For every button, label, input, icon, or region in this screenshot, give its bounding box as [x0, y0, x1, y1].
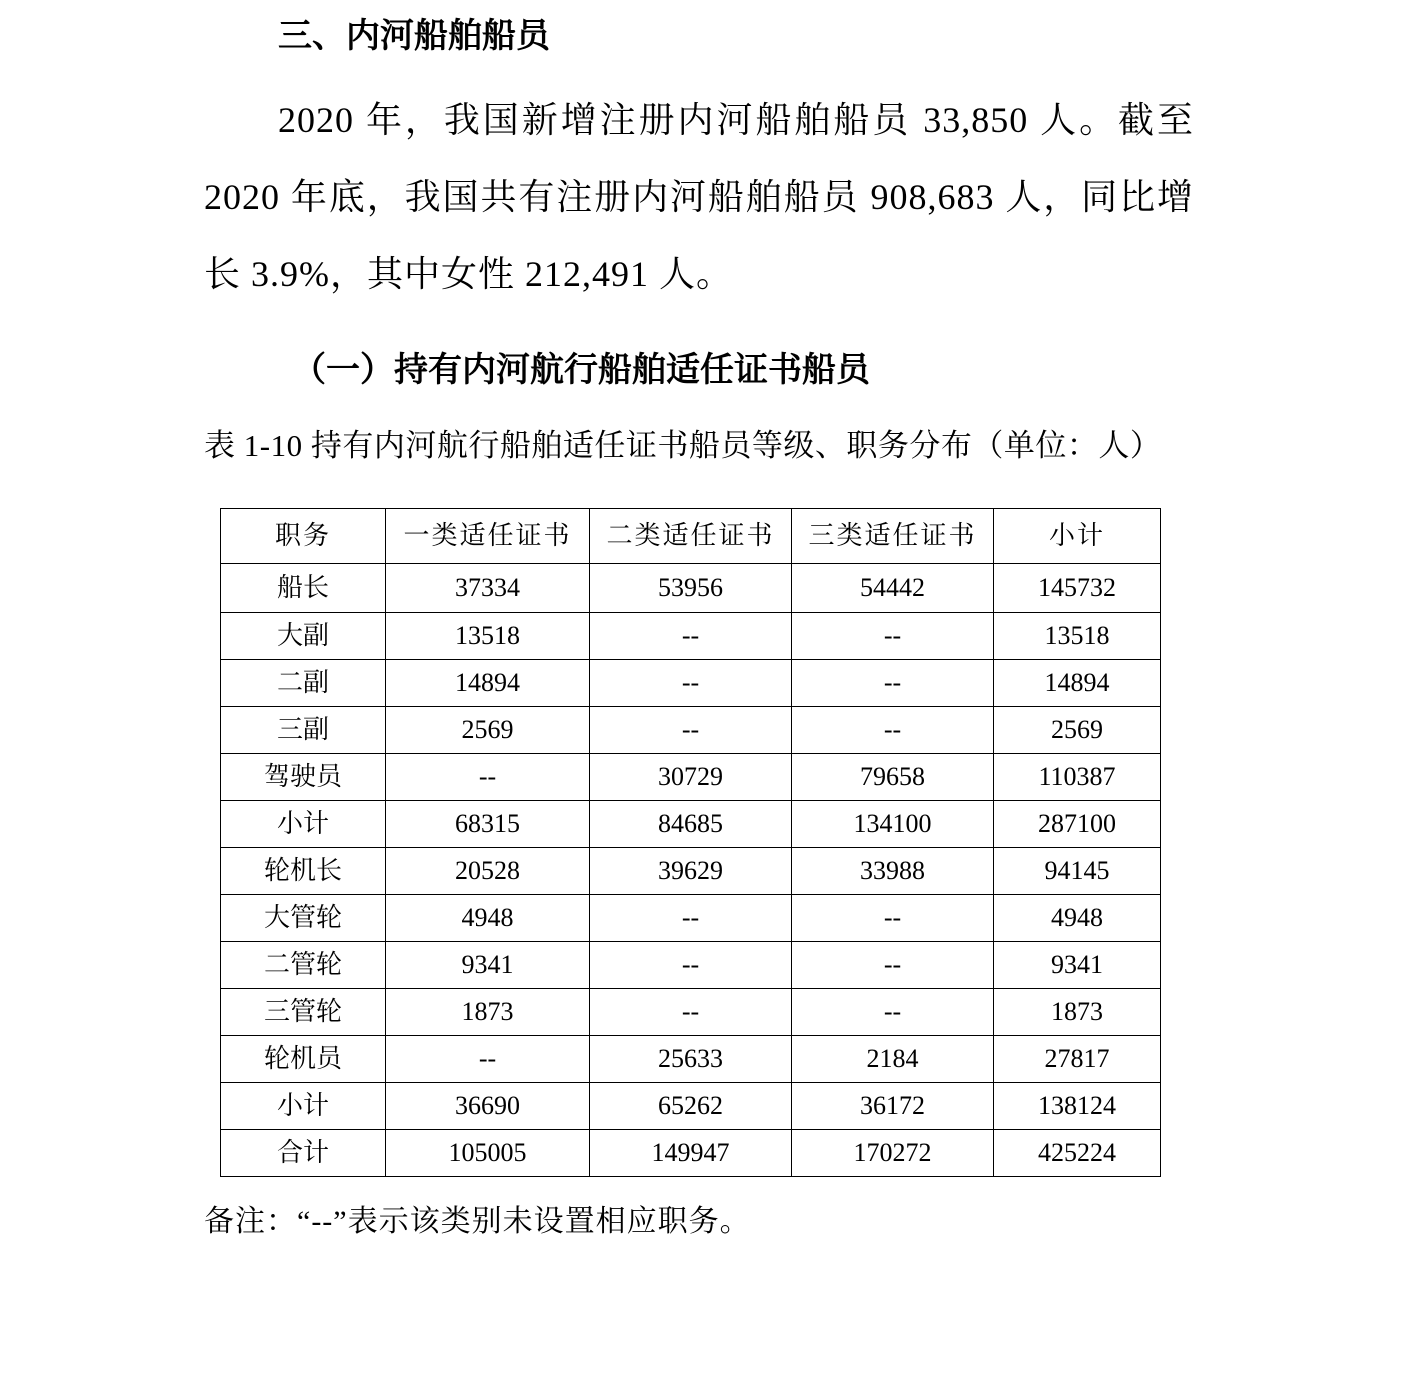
position-cell: 轮机长 — [221, 848, 386, 895]
value-cell: -- — [792, 660, 994, 707]
value-cell: 14894 — [994, 660, 1161, 707]
table-row — [221, 660, 1161, 707]
table-row — [221, 707, 1161, 754]
header-cell: 三类适任证书 — [792, 509, 994, 564]
value-cell: 68315 — [386, 801, 590, 848]
section-title: 三、内河船舶船员 — [278, 16, 550, 56]
position-cell: 合计 — [221, 1130, 386, 1177]
position-cell: 轮机员 — [221, 1036, 386, 1083]
value-cell: 39629 — [590, 848, 792, 895]
value-cell: 2184 — [792, 1036, 994, 1083]
table-row — [221, 989, 1161, 1036]
table-row — [221, 895, 1161, 942]
header-row — [221, 509, 1161, 564]
table-header — [221, 509, 1161, 564]
value-cell: 145732 — [994, 564, 1161, 613]
table-row — [221, 848, 1161, 895]
value-cell: -- — [792, 707, 994, 754]
header-cell: 二类适任证书 — [590, 509, 792, 564]
table-note: 备注：“--”表示该类别未设置相应职务。 — [204, 1205, 751, 1238]
value-cell: -- — [590, 942, 792, 989]
header-cell: 小计 — [994, 509, 1161, 564]
header-cell: 职务 — [221, 509, 386, 564]
position-cell: 三副 — [221, 707, 386, 754]
value-cell: -- — [792, 989, 994, 1036]
table-body — [221, 564, 1161, 1177]
table-caption: 表 1-10 持有内河航行船舶适任证书船员等级、职务分布（单位：人） — [204, 428, 1162, 463]
value-cell: 13518 — [386, 613, 590, 660]
subsection-title: （一）持有内河航行船舶适任证书船员 — [292, 350, 870, 390]
value-cell: 84685 — [590, 801, 792, 848]
value-cell: -- — [590, 707, 792, 754]
value-cell: 105005 — [386, 1130, 590, 1177]
value-cell: 2569 — [994, 707, 1161, 754]
value-cell: -- — [386, 1036, 590, 1083]
value-cell: -- — [386, 754, 590, 801]
value-cell: 79658 — [792, 754, 994, 801]
value-cell: 53956 — [590, 564, 792, 613]
value-cell: -- — [792, 895, 994, 942]
position-cell: 船长 — [221, 564, 386, 613]
value-cell: -- — [792, 613, 994, 660]
table-row — [221, 801, 1161, 848]
position-cell: 三管轮 — [221, 989, 386, 1036]
value-cell: 1873 — [386, 989, 590, 1036]
value-cell: 149947 — [590, 1130, 792, 1177]
position-cell: 小计 — [221, 1083, 386, 1130]
value-cell: 110387 — [994, 754, 1161, 801]
value-cell: 14894 — [386, 660, 590, 707]
value-cell: -- — [792, 942, 994, 989]
value-cell: 25633 — [590, 1036, 792, 1083]
value-cell: 30729 — [590, 754, 792, 801]
certificate-table — [220, 508, 1161, 1177]
value-cell: 170272 — [792, 1130, 994, 1177]
value-cell: 94145 — [994, 848, 1161, 895]
position-cell: 小计 — [221, 801, 386, 848]
value-cell: 33988 — [792, 848, 994, 895]
value-cell: 13518 — [994, 613, 1161, 660]
position-cell: 二管轮 — [221, 942, 386, 989]
value-cell: 20528 — [386, 848, 590, 895]
table-row — [221, 1130, 1161, 1177]
value-cell: 4948 — [994, 895, 1161, 942]
position-cell: 大管轮 — [221, 895, 386, 942]
value-cell: 2569 — [386, 707, 590, 754]
table-row — [221, 754, 1161, 801]
value-cell: 1873 — [994, 989, 1161, 1036]
value-cell: -- — [590, 660, 792, 707]
table-row — [221, 1083, 1161, 1130]
value-cell: 9341 — [994, 942, 1161, 989]
value-cell: 65262 — [590, 1083, 792, 1130]
value-cell: 425224 — [994, 1130, 1161, 1177]
value-cell: 36172 — [792, 1083, 994, 1130]
value-cell: 37334 — [386, 564, 590, 613]
table-row — [221, 1036, 1161, 1083]
position-cell: 二副 — [221, 660, 386, 707]
header-cell: 一类适任证书 — [386, 509, 590, 564]
value-cell: 138124 — [994, 1083, 1161, 1130]
value-cell: -- — [590, 895, 792, 942]
value-cell: -- — [590, 989, 792, 1036]
value-cell: 36690 — [386, 1083, 590, 1130]
position-cell: 驾驶员 — [221, 754, 386, 801]
body-paragraph: 2020 年，我国新增注册内河船舶船员 33,850 人。截至 2020 年底，我国共有注册内河船舶船员 908,683 人，同比增长 3.9%，其中女性 212,491 人。 — [204, 100, 1194, 294]
value-cell: 54442 — [792, 564, 994, 613]
table-row — [221, 564, 1161, 613]
value-cell: -- — [590, 613, 792, 660]
position-cell: 大副 — [221, 613, 386, 660]
table-row — [221, 942, 1161, 989]
value-cell: 9341 — [386, 942, 590, 989]
table-row — [221, 613, 1161, 660]
value-cell: 134100 — [792, 801, 994, 848]
value-cell: 4948 — [386, 895, 590, 942]
value-cell: 287100 — [994, 801, 1161, 848]
value-cell: 27817 — [994, 1036, 1161, 1083]
